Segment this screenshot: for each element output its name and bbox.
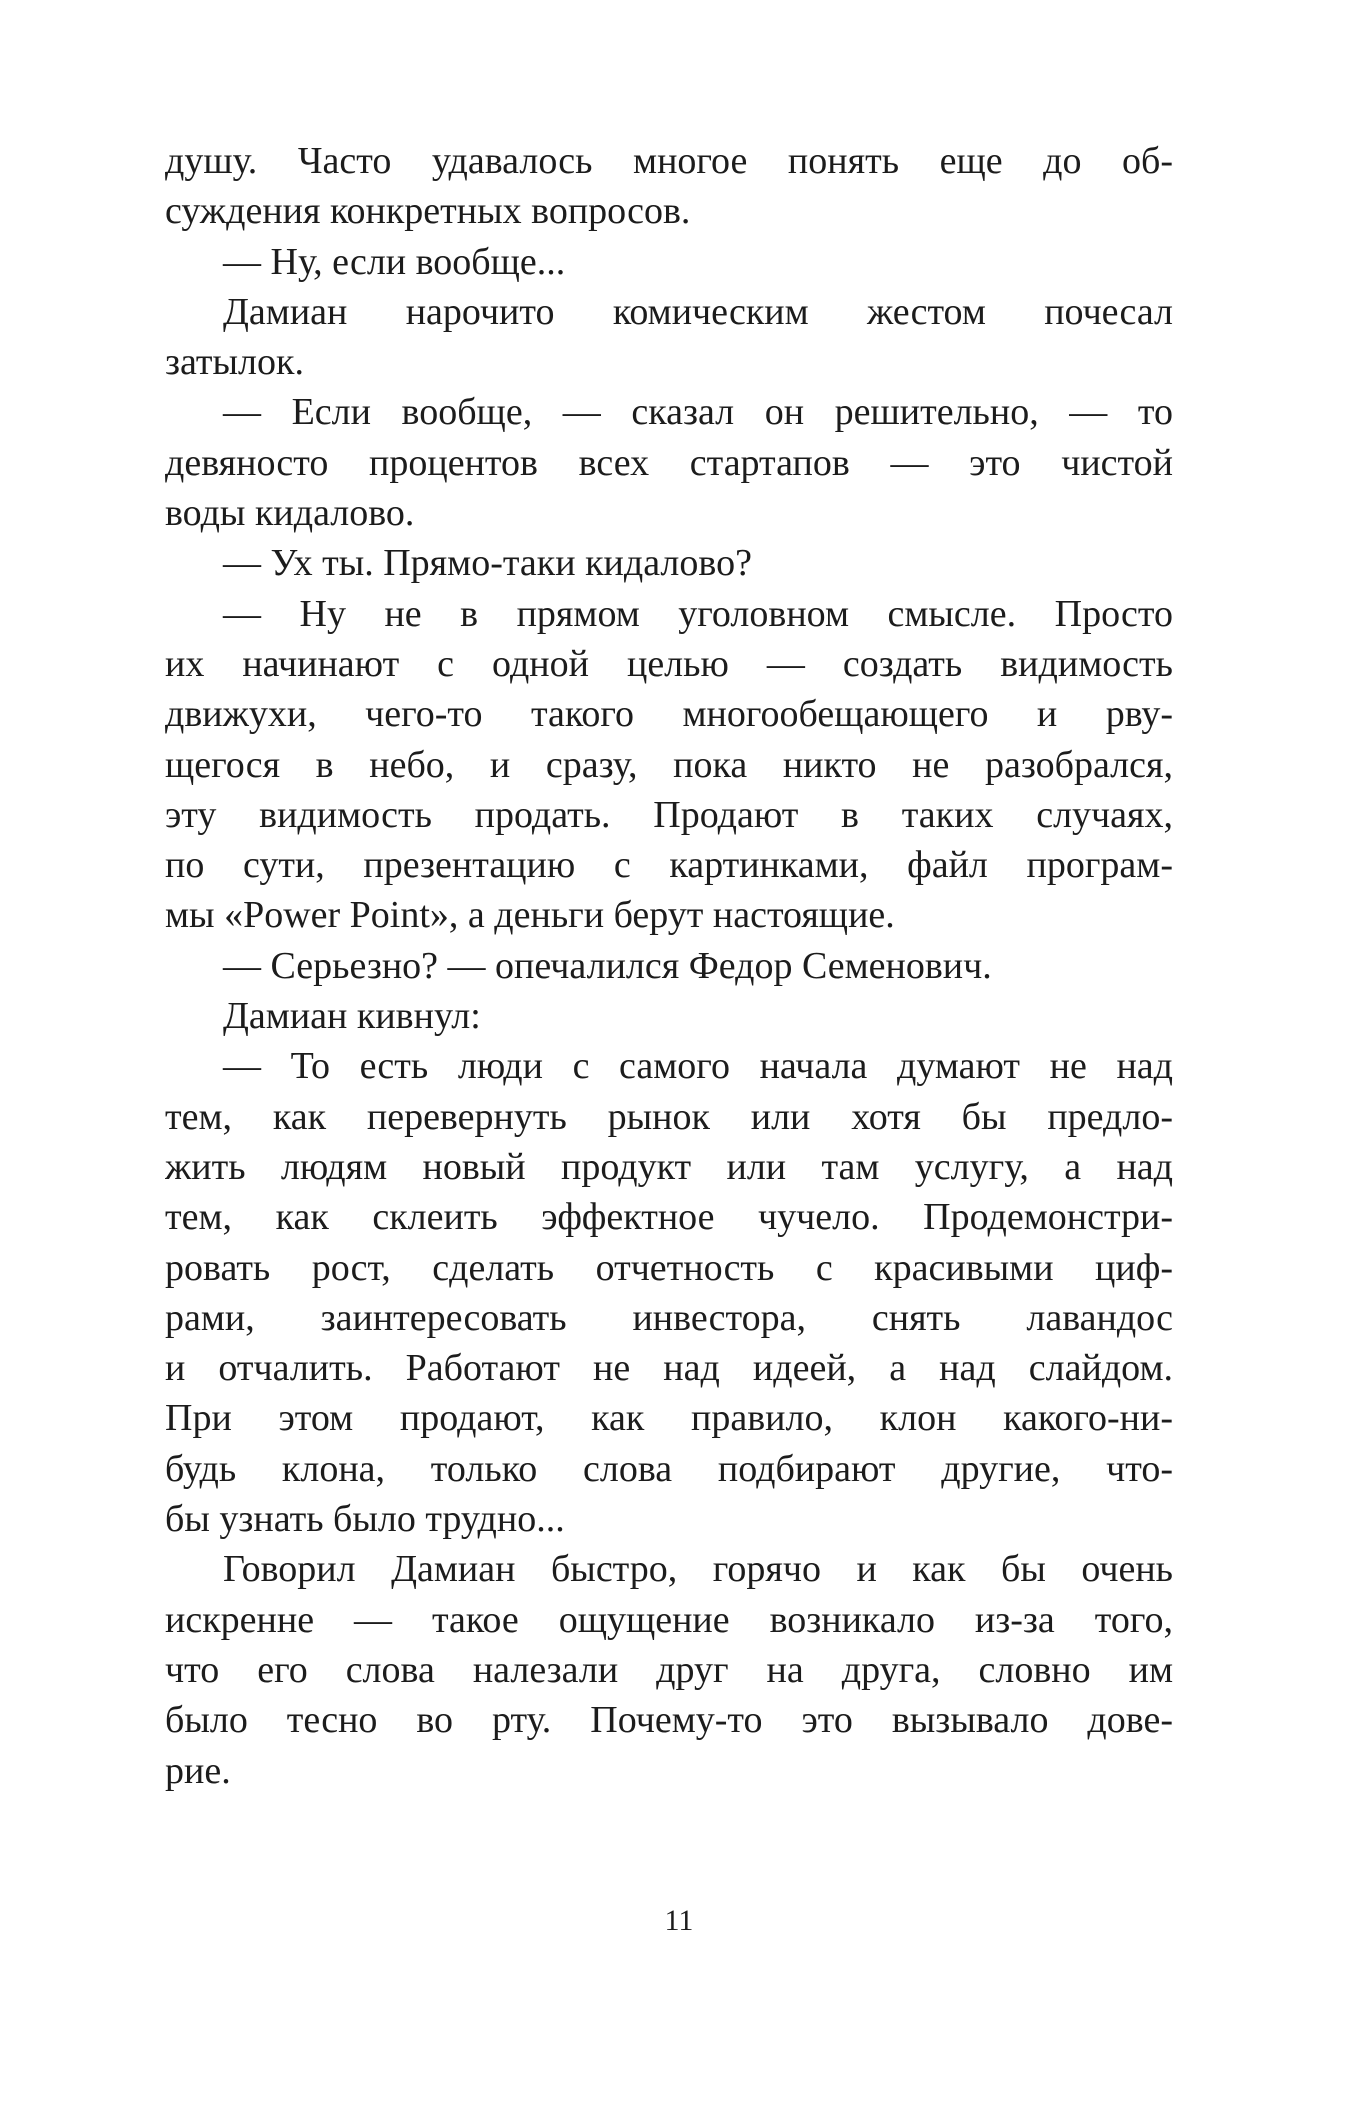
- text-line: что его слова налезали друг на друга, словно им: [165, 1648, 1173, 1691]
- text-line: рами, заинтересовать инвестора, снять лавандос: [165, 1296, 1173, 1339]
- text-line: рие.: [165, 1749, 231, 1792]
- text-line: — Если вообще, — сказал он решительно, — то: [223, 391, 1173, 434]
- body-text: [165, 136, 1173, 1796]
- text-line: ровать рост, сделать отчетность с красивыми циф-: [165, 1246, 1173, 1289]
- text-line: воды кидалово.: [165, 492, 415, 535]
- text-line: — То есть люди с самого начала думают не над: [223, 1045, 1173, 1088]
- text-line: тем, как перевернуть рынок или хотя бы предло-: [165, 1095, 1173, 1138]
- text-line: затылок.: [165, 341, 304, 384]
- text-line: При этом продают, как правило, клон какого-ни-: [165, 1397, 1173, 1440]
- text-line: бы узнать было трудно...: [165, 1498, 565, 1541]
- text-line: было тесно во рту. Почему-то это вызывало дове-: [165, 1699, 1173, 1742]
- text-line: — Ну не в прямом уголовном смысле. Просто: [223, 592, 1173, 635]
- text-line: девяносто процентов всех стартапов — это чистой: [165, 441, 1173, 484]
- text-line: мы «Power Point», а деньги берут настоящие.: [165, 894, 895, 937]
- text-line: искренне — такое ощущение возникало из-за того,: [165, 1598, 1173, 1641]
- text-line: и отчалить. Работают не над идеей, а над слайдом.: [165, 1347, 1173, 1390]
- text-line: тем, как склеить эффектное чучело. Продемонстри-: [165, 1196, 1173, 1239]
- text-line: — Ну, если вообще...: [223, 240, 566, 283]
- text-line: по сути, презентацию с картинками, файл програм-: [165, 844, 1173, 887]
- text-line: движухи, чего-то такого многообещающего и рву-: [165, 693, 1173, 736]
- text-line: — Серьезно? — опечалился Федор Семенович.: [223, 944, 992, 987]
- text-line: суждения конкретных вопросов.: [165, 190, 691, 233]
- text-line: Дамиан нарочито комическим жестом почесал: [223, 290, 1173, 333]
- text-line: эту видимость продать. Продают в таких случаях,: [165, 793, 1173, 836]
- text-line: щегося в небо, и сразу, пока никто не разобрался,: [165, 743, 1173, 786]
- page-number: 11: [664, 1904, 694, 1937]
- text-line: их начинают с одной целью — создать видимость: [165, 642, 1173, 685]
- text-line: будь клона, только слова подбирают другие, что-: [165, 1447, 1173, 1490]
- text-line: Говорил Дамиан быстро, горячо и как бы очень: [223, 1548, 1173, 1591]
- text-line: — Ух ты. Прямо-таки кидалово?: [223, 542, 752, 585]
- text-line: Дамиан кивнул:: [223, 995, 481, 1038]
- text-line: жить людям новый продукт или там услугу, а над: [165, 1145, 1173, 1188]
- text-line: душу. Часто удавалось многое понять еще до об-: [165, 140, 1173, 182]
